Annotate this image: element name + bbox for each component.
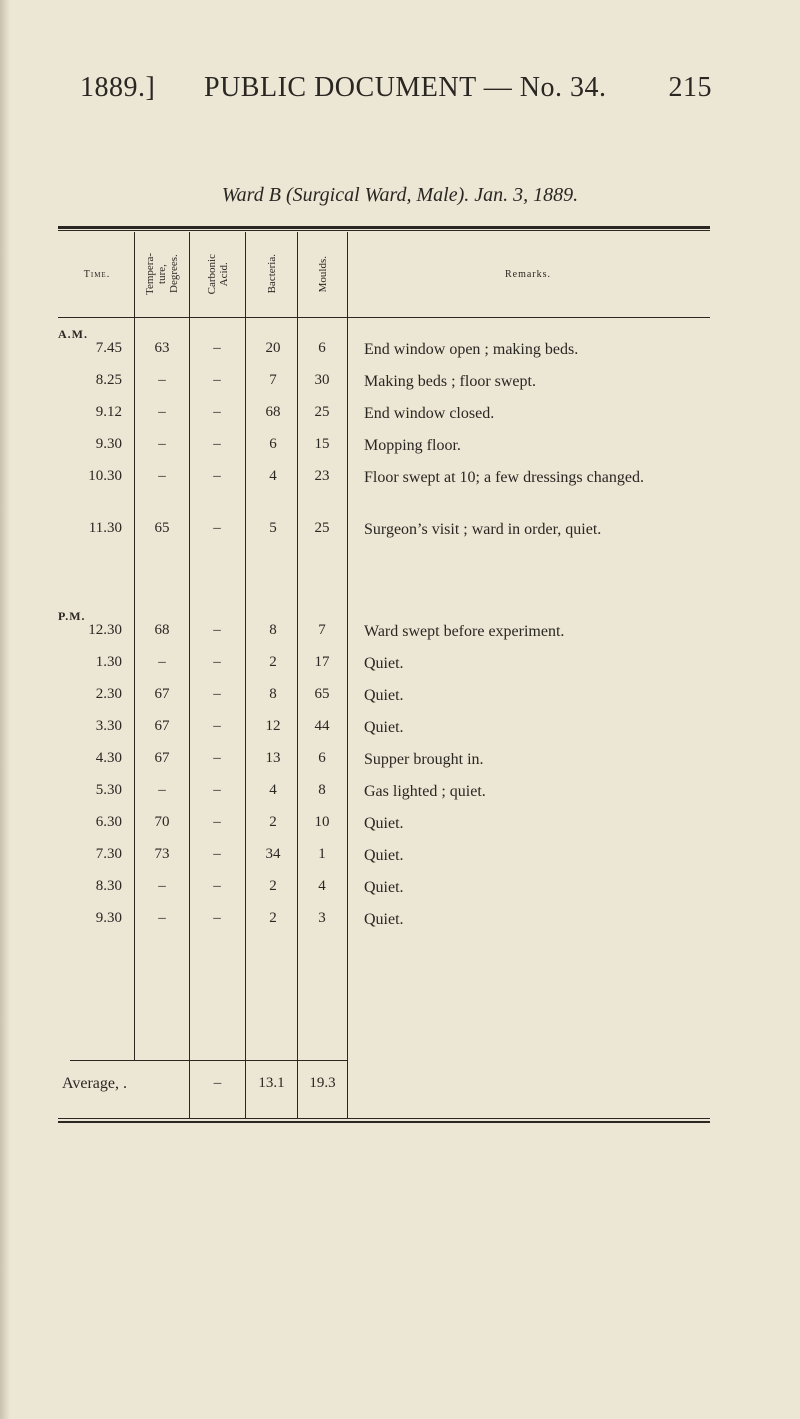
header-year: 1889.]	[80, 72, 156, 103]
row-bacteria: 20	[265, 340, 281, 356]
header-moulds: Moulds.	[316, 255, 329, 293]
row-temperature: –	[158, 654, 166, 670]
section-pm: P.M.	[58, 609, 86, 623]
row-time: 9.12	[95, 404, 122, 420]
row-bacteria: 34	[265, 846, 281, 862]
row-temperature: 70	[154, 814, 170, 830]
row-temperature: 67	[154, 686, 170, 702]
row-bacteria: 4	[269, 468, 277, 484]
row-bacteria: 2	[269, 654, 277, 670]
row-time: 9.30	[95, 436, 122, 452]
row-bacteria: 4	[269, 782, 277, 798]
row-moulds: 6	[318, 340, 326, 356]
row-carbonic-acid: –	[213, 750, 221, 766]
row-time: 8.30	[95, 878, 122, 894]
col-rule-4	[297, 232, 298, 1118]
top-rule-thick	[58, 226, 710, 229]
row-temperature: 63	[154, 340, 170, 356]
row-moulds: 65	[314, 686, 330, 702]
row-moulds: 44	[314, 718, 330, 734]
row-carbonic-acid: –	[213, 878, 221, 894]
average-moulds: 19.3	[309, 1075, 336, 1091]
row-temperature: –	[158, 436, 166, 452]
row-carbonic-acid: –	[213, 622, 221, 638]
header-temperature	[135, 232, 189, 316]
row-moulds: 25	[314, 404, 330, 420]
row-bacteria: 13	[265, 750, 281, 766]
row-carbonic-acid: –	[213, 910, 221, 926]
row-temperature: –	[158, 910, 166, 926]
row-carbonic-acid: –	[213, 404, 221, 420]
row-moulds: 10	[314, 814, 330, 830]
row-temperature: 68	[154, 622, 170, 638]
row-bacteria: 7	[269, 372, 277, 388]
row-bacteria: 68	[265, 404, 281, 420]
row-temperature: 67	[154, 750, 170, 766]
row-bacteria: 8	[269, 686, 277, 702]
header-remarks: Remarks.	[504, 268, 552, 280]
row-remarks: Surgeon’s visit ; ward in order, quiet.	[364, 521, 602, 538]
running-header	[80, 72, 720, 122]
average-bacteria: 13.1	[258, 1075, 285, 1091]
row-remarks: End window closed.	[364, 405, 495, 422]
row-carbonic-acid: –	[213, 468, 221, 484]
row-bacteria: 6	[269, 436, 277, 452]
col-rule-3	[245, 232, 246, 1118]
row-bacteria: 2	[269, 814, 277, 830]
row-time: 5.30	[95, 782, 122, 798]
row-time: 9.30	[95, 910, 122, 926]
row-bacteria: 2	[269, 878, 277, 894]
row-time: 7.30	[95, 846, 122, 862]
row-carbonic-acid: –	[213, 718, 221, 734]
header-time: Time.	[83, 268, 111, 280]
row-moulds: 17	[314, 654, 330, 670]
row-temperature: 73	[154, 846, 170, 862]
header-temperature-line-2: ture,	[156, 264, 168, 284]
row-moulds: 1	[318, 846, 326, 862]
row-bacteria: 5	[269, 520, 277, 536]
row-moulds: 30	[314, 372, 330, 388]
row-moulds: 3	[318, 910, 326, 926]
row-time: 3.30	[95, 718, 122, 734]
row-remarks: Quiet.	[364, 847, 404, 864]
row-remarks: Mopping floor.	[364, 437, 461, 454]
row-carbonic-acid: –	[213, 814, 221, 830]
row-carbonic-acid: –	[213, 436, 221, 452]
bottom-rule-thin	[58, 1118, 710, 1119]
row-time: 12.30	[88, 622, 122, 638]
row-remarks: Floor swept at 10; a few dressings changed.	[364, 469, 644, 486]
row-moulds: 25	[314, 520, 330, 536]
row-temperature: –	[158, 404, 166, 420]
page-edge-shadow	[0, 0, 10, 1419]
header-temperature-line-3: Degrees.	[168, 254, 180, 294]
col-rule-5	[347, 232, 348, 1118]
average-label: Average, .	[62, 1075, 127, 1092]
col-rule-2	[189, 232, 190, 1118]
header-carbonic-line-1: Carbonic	[205, 253, 218, 295]
page-number: 215	[668, 72, 712, 103]
row-remarks: Quiet.	[364, 815, 404, 832]
row-remarks: Gas lighted ; quiet.	[364, 783, 486, 800]
row-remarks: Quiet.	[364, 879, 404, 896]
header-temperature-line-1: Tempera-	[144, 253, 156, 295]
row-bacteria: 8	[269, 622, 277, 638]
row-bacteria: 2	[269, 910, 277, 926]
row-remarks: Ward swept before experiment.	[364, 623, 565, 640]
header-title: PUBLIC DOCUMENT — No. 34.	[204, 72, 607, 103]
row-moulds: 8	[318, 782, 326, 798]
row-moulds: 23	[314, 468, 330, 484]
row-time: 1.30	[95, 654, 122, 670]
row-carbonic-acid: –	[213, 520, 221, 536]
row-time: 6.30	[95, 814, 122, 830]
row-time: 7.45	[95, 340, 122, 356]
section-am: A.M.	[58, 327, 88, 341]
row-temperature: 67	[154, 718, 170, 734]
row-moulds: 7	[318, 622, 326, 638]
row-temperature: 65	[154, 520, 170, 536]
row-temperature: –	[158, 372, 166, 388]
row-temperature: –	[158, 782, 166, 798]
header-carbonic-acid	[190, 232, 245, 316]
row-temperature: –	[158, 468, 166, 484]
table-caption: Ward B (Surgical Ward, Male). Jan. 3, 1889.	[221, 184, 579, 206]
row-moulds: 6	[318, 750, 326, 766]
row-time: 4.30	[95, 750, 122, 766]
row-bacteria: 12	[265, 718, 281, 734]
row-remarks: Supper brought in.	[364, 751, 484, 768]
row-carbonic-acid: –	[213, 686, 221, 702]
row-time: 8.25	[95, 372, 122, 388]
bottom-rule-thick	[58, 1121, 710, 1123]
row-remarks: Quiet.	[364, 719, 404, 736]
average-carbonic: –	[213, 1075, 222, 1091]
average-top-rule	[70, 1060, 348, 1061]
row-time: 11.30	[88, 520, 122, 536]
row-remarks: Quiet.	[364, 655, 404, 672]
row-time: 10.30	[88, 468, 122, 484]
row-moulds: 4	[318, 878, 326, 894]
row-carbonic-acid: –	[213, 340, 221, 356]
row-remarks: Quiet.	[364, 687, 404, 704]
row-time: 2.30	[95, 686, 122, 702]
row-carbonic-acid: –	[213, 654, 221, 670]
header-bacteria: Bacteria.	[265, 254, 278, 294]
header-carbonic-line-2: Acid.	[217, 261, 230, 287]
header-bottom-rule	[58, 317, 710, 318]
row-remarks: End window open ; making beds.	[364, 341, 579, 358]
row-carbonic-acid: –	[213, 782, 221, 798]
row-temperature: –	[158, 878, 166, 894]
row-remarks: Quiet.	[364, 911, 404, 928]
row-carbonic-acid: –	[213, 846, 221, 862]
top-rule-thin	[58, 230, 710, 231]
row-carbonic-acid: –	[213, 372, 221, 388]
row-moulds: 15	[314, 436, 330, 452]
row-remarks: Making beds ; floor swept.	[364, 373, 536, 390]
